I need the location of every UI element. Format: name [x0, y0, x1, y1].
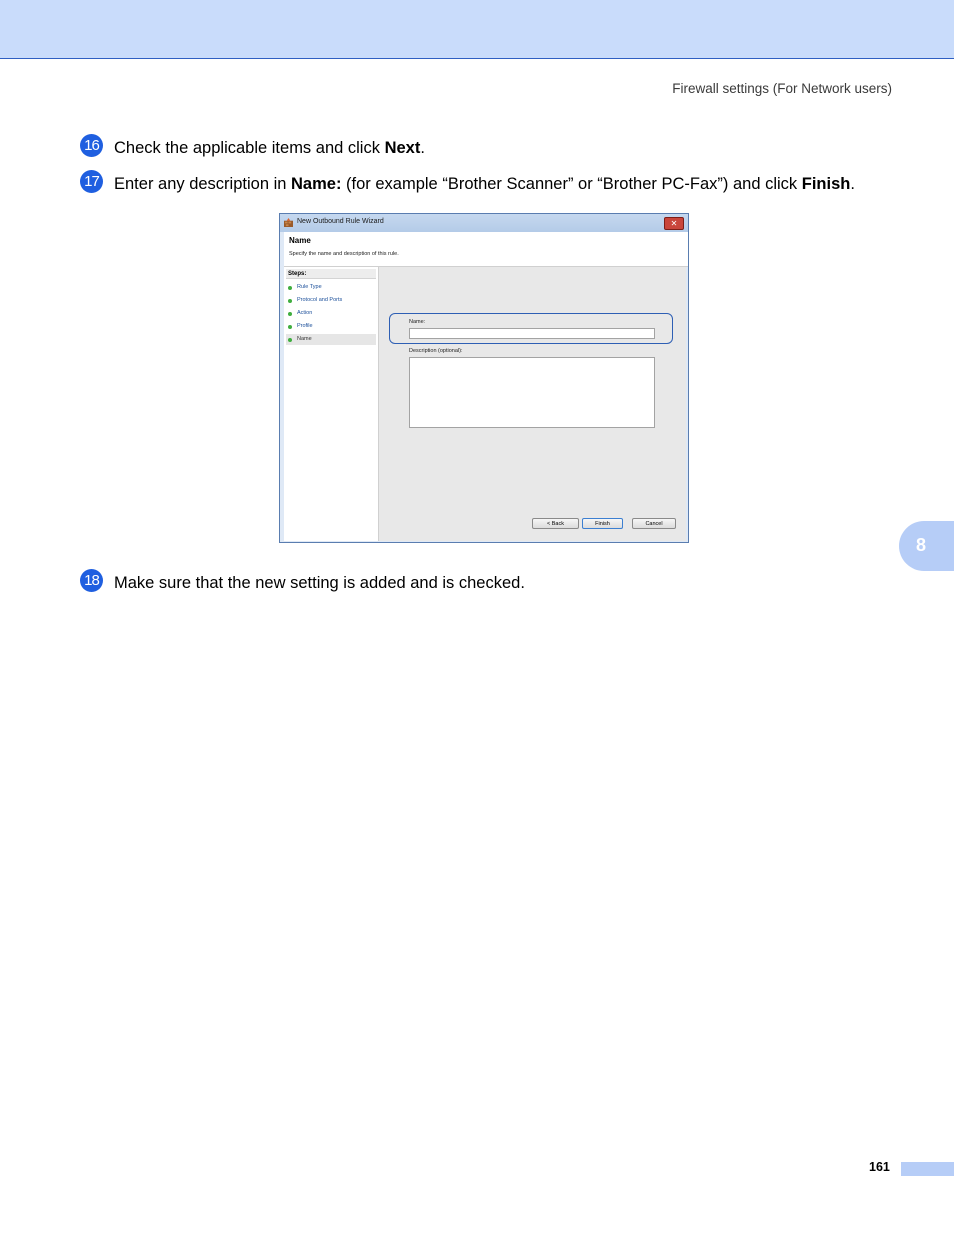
step-action[interactable]: Action	[286, 308, 376, 319]
step-18	[80, 572, 525, 594]
description-label: Description (optional):	[409, 348, 463, 354]
green-dot-icon	[288, 325, 292, 329]
step-name[interactable]: Name	[286, 334, 376, 345]
finish-button[interactable]: Finish	[582, 518, 623, 529]
back-button[interactable]: < Back	[532, 518, 579, 529]
chapter-tab: 8	[899, 521, 954, 571]
top-header-band	[0, 0, 954, 59]
step-text: Enter any description in Name: (for example “Brother Scanner” or “Brother PC-Fax”) and click Finish.	[114, 175, 855, 193]
step-text: Check the applicable items and click Next.	[114, 139, 425, 157]
name-label: Name:	[409, 319, 426, 325]
step-protocol-ports[interactable]: Protocol and Ports	[286, 295, 376, 306]
wizard-heading: Name	[289, 236, 311, 245]
green-dot-icon	[288, 299, 292, 303]
firewall-icon	[284, 218, 293, 227]
running-header: Firewall settings (For Network users)	[672, 81, 892, 96]
step-rule-type[interactable]: Rule Type	[286, 282, 376, 293]
steps-panel	[284, 267, 379, 541]
step-16	[80, 137, 425, 159]
green-dot-icon	[288, 286, 292, 290]
wizard-subheading: Specify the name and description of this rule.	[289, 251, 399, 257]
wizard-title-bar	[280, 214, 688, 232]
step-number-badge: 16	[80, 134, 103, 157]
cancel-button[interactable]: Cancel	[632, 518, 676, 529]
step-number-badge: 17	[80, 170, 103, 193]
page-number: 161	[869, 1160, 890, 1174]
step-number-badge: 18	[80, 569, 103, 592]
step-profile[interactable]: Profile	[286, 321, 376, 332]
step-17	[80, 173, 855, 195]
steps-heading: Steps:	[286, 269, 376, 279]
wizard-content	[379, 267, 686, 541]
description-input[interactable]	[409, 357, 655, 428]
wizard-header	[284, 232, 688, 267]
close-button[interactable]: ✕	[664, 217, 684, 230]
green-dot-icon	[288, 338, 292, 342]
step-text: Make sure that the new setting is added and is checked.	[114, 574, 525, 592]
wizard-screenshot	[279, 213, 689, 543]
page-number-bar	[901, 1162, 954, 1176]
name-input[interactable]	[409, 328, 655, 339]
green-dot-icon	[288, 312, 292, 316]
wizard-title: New Outbound Rule Wizard	[297, 218, 384, 225]
